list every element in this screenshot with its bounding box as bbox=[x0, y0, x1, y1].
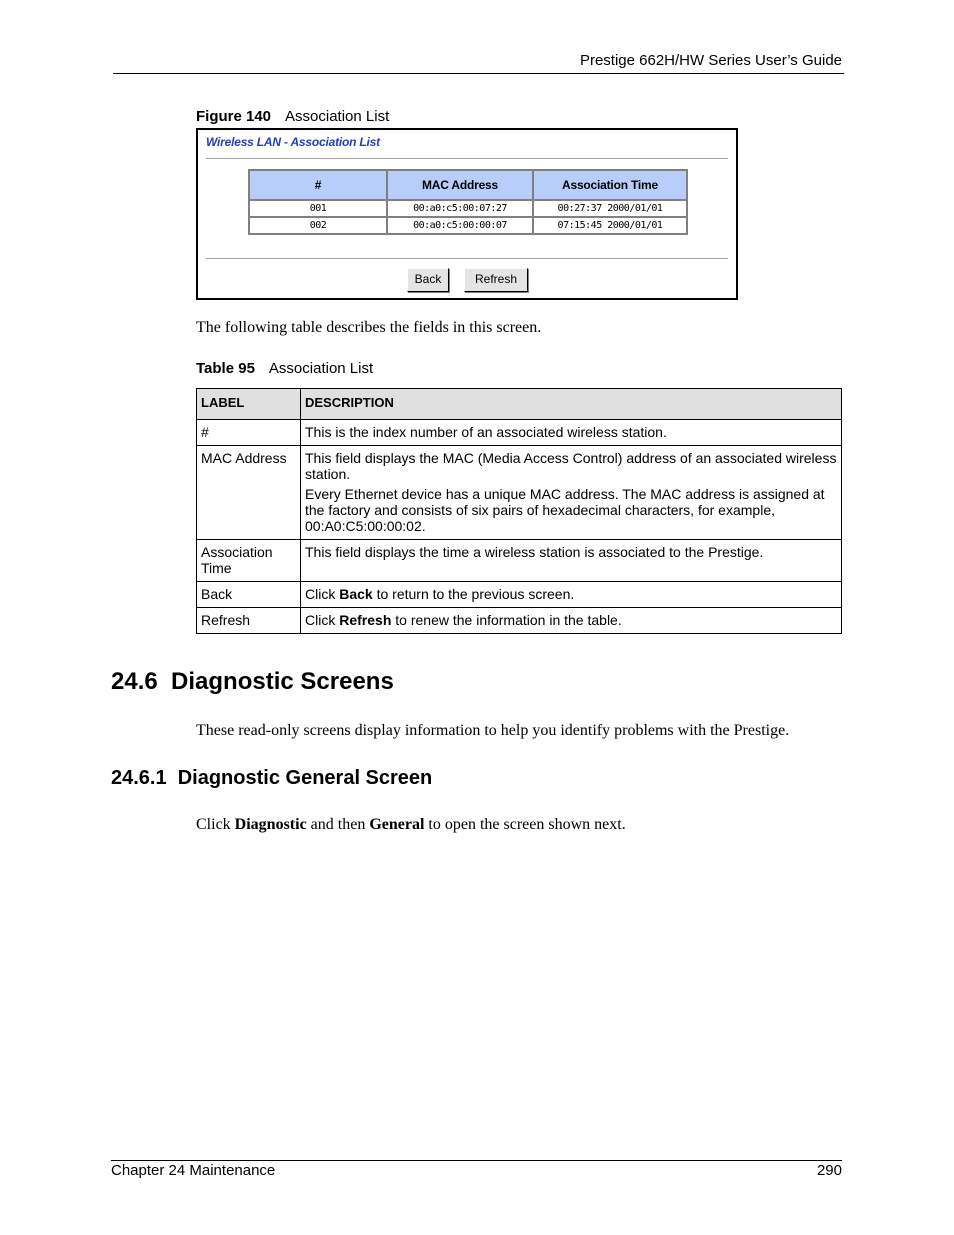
page-number: 290 bbox=[816, 1162, 842, 1179]
row-label: Back bbox=[197, 582, 301, 608]
intro-paragraph: The following table describes the fields in this screen. bbox=[196, 319, 542, 336]
section-paragraph: These read-only screens display information to help you identify problems with the Prestige. bbox=[196, 722, 790, 739]
figure-label: Figure 140 bbox=[196, 108, 272, 125]
row-label: Refresh bbox=[197, 608, 301, 634]
table-row bbox=[197, 608, 842, 634]
paragraph-text: and then bbox=[306, 816, 370, 833]
column-header-association-time: Association Time bbox=[533, 170, 687, 200]
refresh-button[interactable]: Refresh bbox=[464, 268, 528, 292]
table-row bbox=[197, 446, 842, 540]
cell-mac-address: 00:a0:c5:00:00:07 bbox=[387, 217, 533, 234]
table-row bbox=[249, 200, 687, 217]
paragraph-bold: Diagnostic bbox=[234, 816, 307, 833]
table-row bbox=[197, 420, 842, 446]
screen-title: Wireless LAN - Association List bbox=[206, 135, 380, 149]
subsection-heading: 24.6.1 Diagnostic General Screen bbox=[111, 767, 433, 789]
table-header-row bbox=[197, 389, 842, 420]
back-button[interactable]: Back bbox=[407, 268, 449, 292]
section-heading: 24.6 Diagnostic Screens bbox=[111, 668, 394, 695]
field-description-table bbox=[196, 388, 842, 634]
footer-chapter: Chapter 24 Maintenance bbox=[111, 1162, 276, 1179]
row-description bbox=[301, 582, 842, 608]
column-header-description: DESCRIPTION bbox=[301, 389, 842, 420]
description-text: Click bbox=[305, 586, 340, 602]
association-list-table bbox=[248, 169, 688, 235]
header-divider bbox=[113, 73, 844, 74]
cell-index: 002 bbox=[249, 217, 387, 234]
table-caption bbox=[196, 360, 373, 377]
row-description bbox=[301, 446, 842, 540]
row-label: # bbox=[197, 420, 301, 446]
screen-divider-top bbox=[206, 158, 728, 159]
cell-association-time: 07:15:45 2000/01/01 bbox=[533, 217, 687, 234]
table-row bbox=[197, 540, 842, 582]
description-bold: Back bbox=[339, 586, 373, 602]
figure-screenshot bbox=[196, 128, 738, 300]
description-paragraph: Every Ethernet device has a unique MAC address. The MAC address is assigned at the factory and consists of six pairs of hexadecimal characters, for example, 00:A0:C5:00:00:02. bbox=[305, 486, 825, 534]
subsection-paragraph bbox=[196, 816, 626, 834]
cell-association-time: 00:27:37 2000/01/01 bbox=[533, 200, 687, 217]
column-header-mac-address: MAC Address bbox=[387, 170, 533, 200]
figure-title: Association List bbox=[285, 108, 390, 125]
row-label: Association Time bbox=[197, 540, 301, 582]
figure-caption bbox=[196, 108, 389, 125]
row-description: This is the index number of an associated wireless station. bbox=[301, 420, 842, 446]
description-bold: Refresh bbox=[339, 612, 392, 628]
description-text: to renew the information in the table. bbox=[391, 612, 622, 628]
table-row bbox=[197, 582, 842, 608]
cell-index: 001 bbox=[249, 200, 387, 217]
cell-mac-address: 00:a0:c5:00:07:27 bbox=[387, 200, 533, 217]
screen-divider-bottom bbox=[206, 258, 728, 259]
row-label: MAC Address bbox=[197, 446, 301, 540]
paragraph-text: to open the screen shown next. bbox=[424, 816, 626, 833]
row-description bbox=[301, 608, 842, 634]
table-row bbox=[249, 217, 687, 234]
table-title: Association List bbox=[268, 360, 374, 377]
description-text: to return to the previous screen. bbox=[372, 586, 575, 602]
description-text: Click bbox=[305, 612, 340, 628]
page-header-title: Prestige 662H/HW Series User’s Guide bbox=[579, 52, 842, 69]
table-label: Table 95 bbox=[196, 360, 255, 377]
paragraph-bold: General bbox=[369, 816, 425, 833]
table-header-row bbox=[249, 170, 687, 200]
row-description: This field displays the time a wireless station is associated to the Prestige. bbox=[301, 540, 842, 582]
description-paragraph: This field displays the MAC (Media Access Control) address of an associated wireless station. bbox=[305, 450, 837, 482]
column-header-index: # bbox=[249, 170, 387, 200]
column-header-label: LABEL bbox=[197, 389, 301, 420]
footer-divider bbox=[111, 1160, 842, 1161]
paragraph-text: Click bbox=[196, 816, 235, 833]
